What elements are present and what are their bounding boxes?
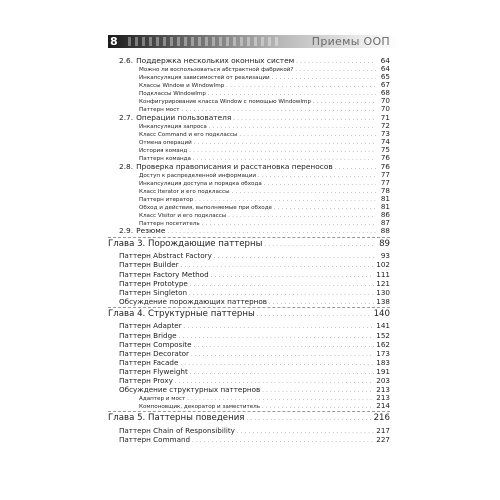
toc-title: Паттерн Abstract Factory (119, 251, 212, 261)
toc-title: Конфигурирование класса Window с помощью WindowImp (139, 99, 312, 105)
toc-title: Адаптер и мост (139, 396, 186, 403)
toc-entry[interactable] (108, 321, 390, 330)
toc-page-number: 102 (376, 260, 390, 270)
toc-page-number: 203 (376, 376, 390, 385)
toc-page-number: 87 (380, 218, 390, 227)
header-band-pattern (128, 37, 278, 46)
toc-entry[interactable] (108, 367, 390, 376)
dot-leader (191, 349, 374, 358)
toc-title: Паттерн Flyweight (119, 366, 188, 376)
toc-title: Паттерн Bridge (119, 330, 177, 340)
toc-entry[interactable] (108, 279, 390, 288)
toc-title: История команд (139, 147, 188, 154)
toc-page-number: 140 (373, 308, 390, 319)
toc-entry[interactable] (108, 331, 390, 340)
toc-title: Поддержка нескольких оконных систем (136, 56, 295, 65)
toc-entry[interactable] (108, 402, 390, 410)
dot-leader (187, 395, 374, 402)
toc-title: Паттерн Factory Method (119, 269, 209, 279)
dot-leader (237, 426, 374, 435)
toc-entry[interactable] (108, 105, 390, 113)
toc-page-number: 216 (373, 413, 390, 424)
dot-leader (335, 162, 376, 171)
toc-title: Глава 3. Порождающие паттерны (108, 238, 263, 249)
toc-title: Паттерн Chain of Responsibility (119, 425, 235, 435)
toc-page-number: 86 (380, 210, 390, 219)
toc-title: Операции пользователя (136, 112, 232, 122)
toc-page-number: 81 (380, 202, 390, 211)
dot-leader (214, 251, 376, 260)
toc-title: Инкапсуляция зависимостей от реализации (139, 75, 270, 82)
toc-page-number: 152 (376, 330, 390, 340)
toc-entry[interactable] (108, 394, 390, 402)
toc-page-number: 77 (380, 171, 390, 180)
toc-entry[interactable] (108, 288, 390, 297)
toc-page-number: 78 (380, 186, 390, 195)
toc-page-number: 64 (380, 65, 390, 74)
toc-title: Классы Window и WindowImp (139, 83, 225, 90)
toc-page-number: 72 (380, 122, 390, 131)
toc-page-number: 213 (376, 385, 390, 395)
toc-title: Паттерн Command (119, 434, 191, 444)
dot-leader (175, 376, 374, 385)
toc-title: Паттерн Composite (119, 339, 192, 349)
dot-leader (179, 331, 375, 340)
dot-leader (257, 309, 372, 320)
toc-entry[interactable] (108, 376, 390, 385)
toc-page-number: 162 (376, 339, 390, 349)
toc-title: Паттерн Prototype (119, 278, 188, 288)
toc-entry[interactable] (108, 171, 390, 179)
toc-entry[interactable] (108, 358, 390, 367)
toc-title: Подклассы WindowImp (139, 91, 206, 98)
dot-leader (190, 279, 374, 288)
toc-title: Отмена операций (139, 140, 192, 146)
toc-page-number: 65 (380, 73, 390, 82)
toc-entry[interactable] (108, 219, 390, 227)
toc-title: Резюме (136, 226, 166, 236)
toc-title: Инкапсуляция доступа и порядка обхода (139, 181, 262, 187)
toc-section-number: 2.6. (119, 56, 134, 65)
dot-leader (264, 239, 376, 250)
dot-leader (269, 297, 374, 306)
toc-title: Обход и действия, выполняемые при обходе (139, 204, 272, 211)
toc-title: Глава 5. Паттерны поведения (108, 413, 245, 424)
toc-chapter[interactable] (108, 413, 390, 424)
toc-page-number: 213 (376, 394, 390, 403)
dot-leader (184, 321, 375, 330)
toc-page-number: 191 (376, 366, 390, 376)
dot-leader (167, 226, 376, 235)
toc-entry[interactable] (108, 81, 390, 89)
dot-leader (246, 413, 371, 424)
toc-title: Глава 4. Структурные паттерны (108, 308, 255, 319)
chapter-rule (108, 411, 390, 412)
toc-section[interactable] (108, 162, 390, 171)
dot-leader (190, 367, 375, 376)
toc-entry[interactable] (108, 122, 390, 130)
toc-page-number: 183 (376, 357, 390, 367)
page-number: 8 (110, 35, 118, 48)
dot-leader (180, 358, 374, 367)
toc-page-number: 81 (380, 194, 390, 203)
toc-page-number: 141 (376, 321, 390, 331)
toc-page-number: 227 (376, 434, 390, 444)
dot-leader (211, 270, 375, 279)
toc-page-number: 76 (380, 161, 390, 171)
toc-entry[interactable] (108, 89, 390, 97)
chapter-rule (108, 307, 390, 308)
dot-leader (192, 435, 374, 444)
toc-title: Паттерн команда (139, 155, 191, 162)
toc-entry[interactable] (108, 187, 390, 195)
toc-entry[interactable] (108, 179, 390, 187)
toc-title: Класс Command и его подклассы (139, 132, 238, 139)
toc-entry[interactable] (108, 138, 390, 146)
toc-page-number: 138 (376, 296, 390, 306)
toc-page-number: 88 (380, 226, 390, 236)
toc-entry[interactable] (108, 97, 390, 105)
toc-chapter[interactable] (108, 309, 390, 320)
toc-entry[interactable] (108, 270, 390, 279)
toc-entry[interactable] (108, 73, 390, 81)
toc-title: Паттерн Decorator (119, 348, 189, 358)
toc-entry[interactable] (108, 435, 390, 444)
toc-page-number: 121 (376, 278, 390, 288)
toc-entry[interactable] (108, 146, 390, 154)
toc-section[interactable] (108, 113, 390, 122)
toc-title: Паттерн итератор (139, 196, 194, 203)
toc-page-number: 68 (380, 89, 390, 98)
dot-leader (262, 385, 374, 394)
toc-page-number: 214 (376, 402, 390, 411)
running-title: Приемы ООП (311, 35, 390, 48)
toc-section-number: 2.8. (119, 161, 134, 171)
toc-page-number: 70 (380, 97, 390, 105)
toc-entry[interactable] (108, 65, 390, 73)
dot-leader (296, 56, 376, 65)
toc-title: Компоновщик, декоратор и заместитель (139, 404, 261, 411)
toc-title: Доступ к распределенной информации (139, 173, 256, 180)
toc-entry[interactable] (108, 340, 390, 349)
toc-entry[interactable] (108, 260, 390, 269)
toc-title: Обсуждение порождающих паттернов (119, 296, 267, 306)
toc-title: Инкапсуляция запроса (139, 124, 207, 131)
toc-section[interactable] (108, 226, 390, 235)
dot-leader (189, 288, 374, 297)
toc-section-number: 2.7. (119, 112, 134, 122)
dot-leader (194, 340, 375, 349)
toc-page-number: 111 (376, 269, 390, 279)
toc-page-number: 75 (380, 145, 390, 154)
toc-page-number: 70 (380, 104, 390, 113)
toc-entry[interactable] (108, 211, 390, 219)
toc-entry[interactable] (108, 385, 390, 394)
toc-entry[interactable] (108, 130, 390, 138)
toc-entry[interactable] (108, 154, 390, 162)
dot-leader (181, 260, 375, 269)
toc-page-number: 64 (380, 56, 390, 65)
toc-page-number: 217 (376, 425, 390, 435)
toc-title: Паттерн Singleton (119, 287, 188, 297)
toc-entry[interactable] (108, 251, 390, 260)
toc-page-number: 71 (380, 112, 390, 122)
toc-page-number: 77 (380, 179, 390, 187)
toc-entry[interactable] (108, 203, 390, 211)
toc-page-number: 93 (380, 251, 390, 261)
toc-entry[interactable] (108, 349, 390, 358)
toc-title: Класс Visitor и его подклассы (139, 212, 227, 219)
toc-page-number: 67 (380, 81, 390, 90)
toc-title: Паттерн Proxy (119, 376, 173, 385)
dot-leader (233, 113, 376, 122)
toc-title: Паттерн Builder (119, 260, 179, 270)
toc-title: Паттерн мост (139, 106, 180, 113)
toc-page-number: 130 (376, 287, 390, 297)
toc-entry[interactable] (108, 297, 390, 306)
toc-page-number: 73 (380, 130, 390, 139)
toc-title: Проверка правописания и расстановка переносов (136, 161, 333, 171)
dot-leader (262, 403, 374, 410)
toc-entry[interactable] (108, 426, 390, 435)
toc-title: Обсуждение структурных паттернов (119, 385, 261, 395)
toc-chapter[interactable] (108, 239, 390, 250)
toc-title: Можно ли воспользоваться абстрактной фабрикой? (139, 67, 294, 74)
toc-entry[interactable] (108, 195, 390, 203)
toc-title: Паттерн Facade (119, 357, 179, 367)
toc-page-number: 76 (380, 153, 390, 162)
toc-section-number: 2.9. (119, 226, 134, 236)
toc-page-number: 74 (380, 138, 390, 146)
toc-page-number: 89 (379, 238, 390, 249)
toc-section[interactable] (108, 56, 390, 65)
toc-title: Паттерн Adapter (119, 321, 182, 331)
toc-page-number: 173 (376, 348, 390, 358)
chapter-rule (108, 237, 390, 238)
toc-title: Паттерн посетитель (139, 220, 200, 227)
toc-title: Класс Iterator и его подклассы (139, 188, 230, 195)
